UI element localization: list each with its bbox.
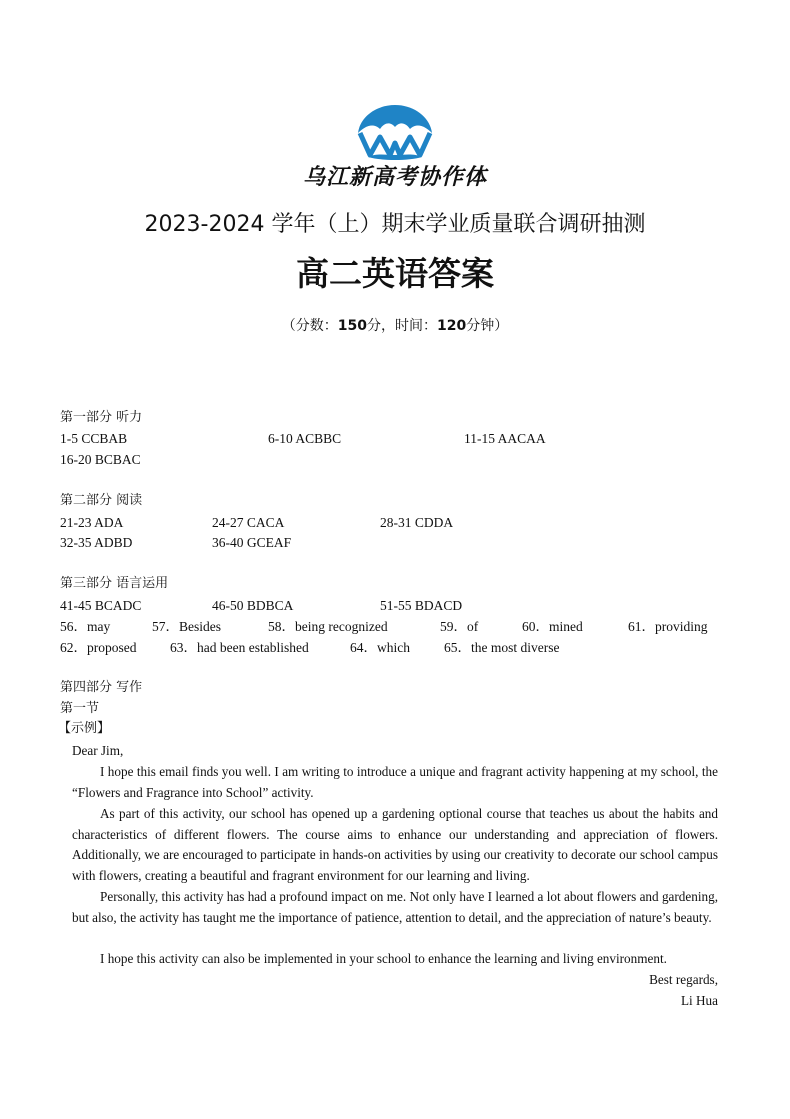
- letter-closing: Best regards,: [649, 972, 718, 987]
- answer-item: 61．providing: [628, 619, 708, 634]
- answer-group: 32-35 ADBD: [60, 535, 133, 550]
- part2-heading: 第二部分 阅读: [60, 493, 143, 508]
- letter-greeting: Dear Jim,: [72, 743, 124, 758]
- section-label: 第一节: [60, 701, 100, 716]
- answer-group: 36-40 GCEAF: [212, 535, 292, 550]
- score-time-line: （分数：150分，时间：120分钟）: [281, 318, 509, 334]
- logo-emblem: [354, 103, 436, 161]
- answer-group: 16-20 BCBAC: [60, 452, 141, 467]
- exam-title: 2023-2024 学年（上）期末学业质量联合调研抽测: [144, 212, 646, 237]
- example-label: 【示例】: [58, 721, 111, 736]
- answer-item: 65．the most diverse: [444, 640, 560, 655]
- answer-group: 6-10 ACBBC: [268, 431, 342, 446]
- part3-heading: 第三部分 语言运用: [60, 576, 169, 591]
- letter-paragraph: I hope this activity can also be implemented in your school to enhance the learning and living environment.: [100, 951, 667, 966]
- letter-paragraph: Personally, this activity has had a profound impact on me. Not only have I learned a lot about flowers and gardening, but also, the activity has taught me the importance of patience, attention to detail, and the appreciation of nature’s beauty.: [72, 889, 718, 925]
- letter-paragraph: I hope this email finds you well. I am writing to introduce a unique and fragrant activity happening at my school, the “Flowers and Fragrance into School” activity.: [72, 764, 718, 800]
- answer-group: 41-45 BCADC: [60, 598, 142, 613]
- answer-group: 11-15 AACAA: [464, 431, 546, 446]
- part4-heading: 第四部分 写作: [60, 680, 143, 695]
- answer-item: 62．proposed: [60, 640, 137, 655]
- letter-signature: Li Hua: [681, 993, 718, 1008]
- answer-item: 58．being recognized: [268, 619, 388, 634]
- answer-item: 59．of: [440, 619, 479, 634]
- letter-paragraph: As part of this activity, our school has opened up a gardening optional course that teaches us about the habits and characteristics of different flowers. The course aims to enhance our understanding and appreciation of flowers. Additionally, we are encouraged to participate in hands-on activities by using our creativity to decorate our school campus with flowers, creating a beautiful and fragrant environment for our learning and living.: [72, 806, 718, 883]
- answer-group: 24-27 CACA: [212, 515, 285, 530]
- answer-group: 51-55 BDACD: [380, 598, 463, 613]
- answer-group: 46-50 BDBCA: [212, 598, 294, 613]
- part1-heading: 第一部分 听力: [60, 410, 143, 425]
- page-title: 高二英语答案: [296, 254, 494, 293]
- answer-item: 64．which: [350, 640, 410, 655]
- answer-item: 63．had been established: [170, 640, 309, 655]
- answer-group: 28-31 CDDA: [380, 515, 454, 530]
- answer-item: 57．Besides: [152, 619, 221, 634]
- answer-item: 60．mined: [522, 619, 583, 634]
- answer-group: 21-23 ADA: [60, 515, 124, 530]
- answer-item: 56．may: [60, 619, 111, 634]
- logo-text: 乌江新高考协作体: [302, 165, 487, 190]
- answer-group: 1-5 CCBAB: [60, 431, 128, 446]
